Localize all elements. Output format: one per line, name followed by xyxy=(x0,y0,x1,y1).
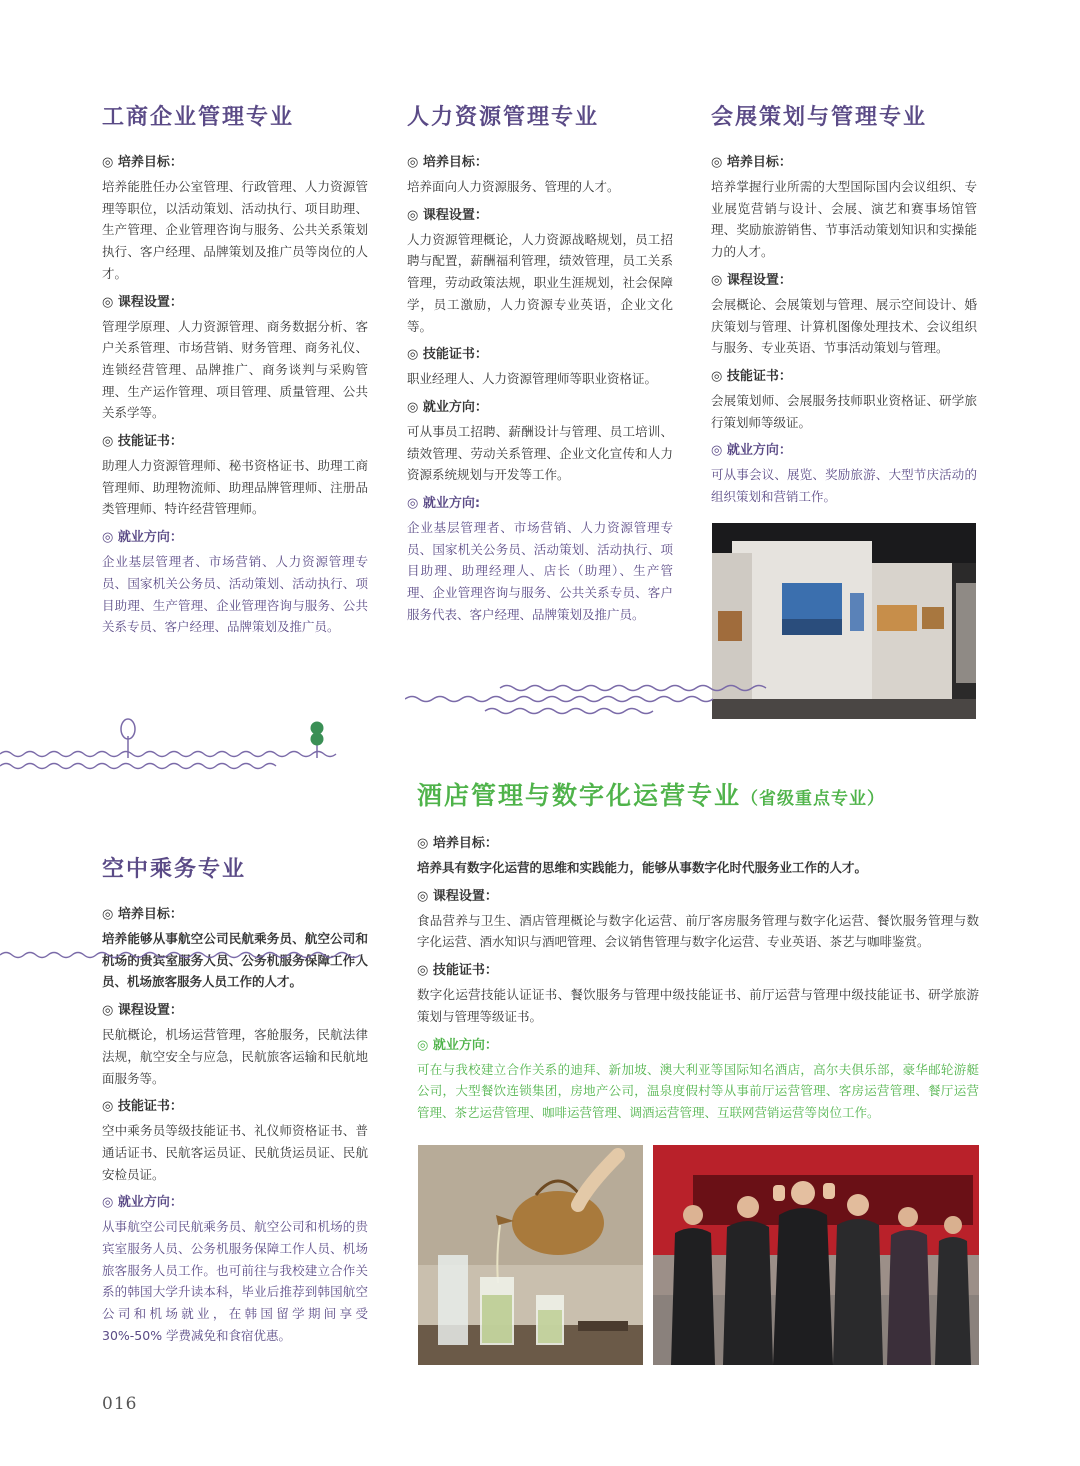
flight-career-text: 从事航空公司民航乘务员、航空公司和机场的贵宾室服务人员、公务机服务保障工作人员、机场旅客服务人员工作。也可前往与我校建立合作关系的韩国大学升读本科，毕业后推荐到韩国航空公司和机场就业，在韩国留学期间享受 30%-50% 学费减免和食宿优惠。 xyxy=(102,1219,368,1343)
flight-goal-text: 培养能够从事航空公司民航乘务员、航空公司和机场的贵宾室服务人员、公务机服务保障工作人员、机场旅客服务人员工作的人才。 xyxy=(102,931,368,990)
flight-cert-text: 空中乘务员等级技能证书、礼仪师资格证书、普通话证书、民航客运员证、民航货运员证、民航安检员证。 xyxy=(102,1123,368,1182)
exhibition-title: 会展策划与管理专业 xyxy=(711,104,928,130)
business-title: 工商企业管理专业 xyxy=(102,104,295,130)
flight-goal-label: ◎ 培养目标： xyxy=(102,907,183,922)
wave-divider-left-trees xyxy=(0,716,350,772)
exhibition-course-label: ◎ 课程设置： xyxy=(711,272,792,288)
hotel-staff-photo xyxy=(653,1145,979,1365)
business-career-label: ◎ 就业方向： xyxy=(102,530,183,546)
hr-course-text: 人力资源管理概论，人力资源战略规划，员工招聘与配置，薪酬福利管理，绩效管理，员工关系管理，劳动政策法规，职业生涯规划，社会保障学，员工激励，人力资源专业英语，企业文化等。 xyxy=(407,231,673,334)
hotel-management-section xyxy=(417,776,979,1130)
business-course-label: ◎ 课程设置： xyxy=(102,294,183,310)
hotel-title xyxy=(417,776,979,812)
exhibition-career-text: 可从事会议、展览、奖励旅游、大型节庆活动的组织策划和营销工作。 xyxy=(711,467,977,505)
exhibition-career-label: ◎ 就业方向： xyxy=(711,443,792,459)
business-goal-label: ◎ 培养目标： xyxy=(102,155,183,170)
hotel-cert-label: ◎ 技能证书： xyxy=(417,963,498,979)
business-course-text: 管理学原理、人力资源管理、商务数据分析、客户关系管理、市场营销、财务管理、商务礼仪、连锁经营管理、品牌推广、商务谈判与采购管理、生产运作管理、项目管理、质量管理、公共关系学等。 xyxy=(102,318,368,421)
tea-ceremony-photo xyxy=(418,1145,643,1365)
hotel-title-sub: （省级重点专业） xyxy=(741,789,886,809)
hr-career2-label: ◎ 就业方向: xyxy=(407,496,481,512)
hotel-title-main: 酒店管理与数字化运营专业 xyxy=(417,781,742,810)
hr-cert-text: 职业经理人、人力资源管理师等职业资格证。 xyxy=(407,371,658,387)
business-career-text: 企业基层管理者、市场营销、人力资源管理专员、国家机关公务员、活动策划、活动执行、项目助理、生产管理、企业管理咨询与服务、公共关系专员、客户经理、品牌策划及推广员。 xyxy=(102,554,368,635)
flight-attendant-section xyxy=(102,852,368,1353)
hr-cert-label: ◎ 技能证书： xyxy=(407,347,488,363)
hr-career2-text: 企业基层管理者、市场营销、人力资源管理专员、国家机关公务员、活动策划、活动执行、项目助理、助理经理人、店长（助理）、生产管理、企业管理咨询与服务、公共关系专员、客户服务代表、客户经理、品牌策划及推广员。 xyxy=(407,520,673,622)
flight-course-label: ◎ 课程设置： xyxy=(102,1003,183,1019)
flight-title: 空中乘务专业 xyxy=(102,856,247,882)
wave-divider-right xyxy=(405,683,775,717)
hotel-cert-text: 数字化运营技能认证证书、餐饮服务与管理中级技能证书、前厅运营与管理中级技能证书、研学旅游策划与管理等级证书。 xyxy=(417,987,979,1024)
hotel-career-text: 可在与我校建立合作关系的迪拜、新加坡、澳大利亚等国际知名酒店，高尔夫俱乐部，豪华邮轮游艇公司，大型餐饮连锁集团，房地产公司，温泉度假村等从事前厅运营管理、客房运营管理、餐厅运营管理、茶艺运营管理、咖啡运营管理、调酒运营管理、互联网营销运营等岗位工作。 xyxy=(417,1061,979,1120)
exhibition-cert-label: ◎ 技能证书： xyxy=(711,368,792,384)
hotel-career-label: ◎ 就业方向： xyxy=(417,1037,498,1053)
business-goal-text: 培养能胜任办公室管理、行政管理、人力资源管理等职位，以活动策划、活动执行、项目助理、生产管理、企业管理咨询与服务、公共关系策划执行、客户经理、品牌策划及推广员等岗位的人才。 xyxy=(102,179,368,281)
exhibition-cert-text: 会展策划师、会展服务技师职业资格证、研学旅行策划师等级证。 xyxy=(711,392,977,430)
business-cert-label: ◎ 技能证书： xyxy=(102,434,183,450)
hr-goal-label: ◎ 培养目标： xyxy=(407,155,488,170)
page-number: 016 xyxy=(102,1394,138,1414)
hotel-course-text: 食品营养与卫生、酒店管理概论与数字化运营、前厅客房服务管理与数字化运营、餐饮服务管理与数字化运营、酒水知识与酒吧管理、会议销售管理与数字化运营、专业英语、茶艺与咖啡鉴赏。 xyxy=(417,912,979,950)
exhibition-goal-text: 培养掌握行业所需的大型国际国内会议组织、专业展览营销与设计、会展、演艺和赛事场馆管理、奖励旅游销售、节事活动策划知识和实操能力的人才。 xyxy=(711,179,977,260)
business-management-section xyxy=(102,100,368,644)
flight-course-text: 民航概论，机场运营管理，客舱服务，民航法律法规，航空安全与应急，民航旅客运输和民航地面服务等。 xyxy=(102,1027,368,1086)
hotel-goal-text: 培养具有数字化运营的思维和实践能力，能够从事数字化时代服务业工作的人才。 xyxy=(417,860,868,875)
hr-course-label: ◎ 课程设置： xyxy=(407,207,488,223)
hr-management-section xyxy=(407,100,673,632)
hotel-course-label: ◎ 课程设置： xyxy=(417,888,498,904)
exhibition-section xyxy=(711,100,977,514)
exhibition-course-text: 会展概论、会展策划与管理、展示空间设计、婚庆策划与管理、计算机图像处理技术、会议组织与服务、专业英语、节事活动策划与管理。 xyxy=(711,296,977,356)
business-cert-text: 助理人力资源管理师、秘书资格证书、助理工商管理师、助理物流师、助理品牌管理师、注册品类管理师、特许经营管理师。 xyxy=(102,458,368,517)
flight-career-label: ◎ 就业方向： xyxy=(102,1195,183,1211)
hr-career-label: ◎ 就业方向： xyxy=(407,399,488,415)
wave-divider-flight xyxy=(0,947,370,961)
hr-goal-text: 培养面向人力资源服务、管理的人才。 xyxy=(407,179,620,194)
hotel-goal-label: ◎ 培养目标： xyxy=(417,836,498,851)
hr-career-text: 可从事员工招聘、薪酬设计与管理、员工培训、绩效管理、劳动关系管理、企业文化宣传和人力资源系统规划与开发等工作。 xyxy=(407,423,673,483)
hr-title: 人力资源管理专业 xyxy=(407,104,600,130)
flight-cert-label: ◎ 技能证书： xyxy=(102,1099,183,1115)
exhibition-goal-label: ◎ 培养目标： xyxy=(711,155,792,170)
